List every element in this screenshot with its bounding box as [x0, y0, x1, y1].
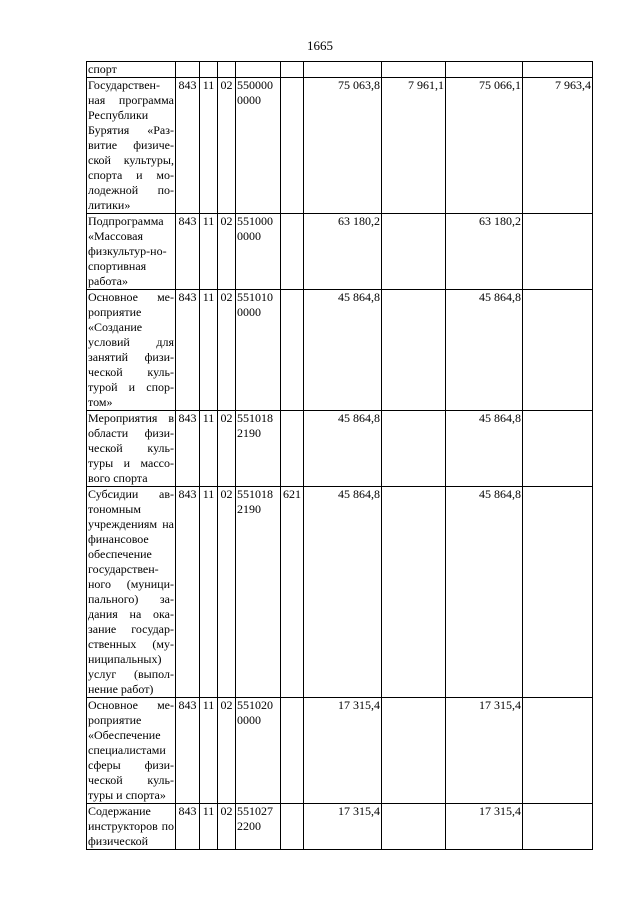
page-number: 1665 — [307, 38, 333, 53]
table-row — [87, 804, 593, 850]
pr-cell — [218, 62, 236, 78]
rz-cell: 11 — [200, 78, 218, 214]
value-3-cell: 17 315,4 — [446, 804, 523, 850]
table-row — [87, 78, 593, 214]
table-row — [87, 698, 593, 804]
row-name: Государствен-ная программа Республики Бурятия «Раз-витие физиче-ской культуры, спорта и мо-лодежной по-литики» — [88, 78, 174, 212]
value-1-cell: 45 864,8 — [304, 290, 382, 411]
pr-cell: 02 — [218, 290, 236, 411]
csr-cell: 551020 0000 — [236, 698, 281, 804]
vr-cell — [281, 78, 304, 214]
table-row — [87, 411, 593, 487]
csr-cell: 551027 2200 — [236, 804, 281, 850]
ved-cell — [176, 62, 200, 78]
row-name: спорт — [87, 62, 176, 78]
budget-table — [86, 61, 593, 850]
vr-cell — [281, 411, 304, 487]
rz-cell: 11 — [200, 487, 218, 698]
rz-cell — [200, 62, 218, 78]
value-4-cell: 7 963,4 — [523, 78, 593, 214]
value-2-cell: 7 961,1 — [382, 78, 446, 214]
value-2-cell — [382, 487, 446, 698]
pr-cell: 02 — [218, 214, 236, 290]
pr-cell: 02 — [218, 487, 236, 698]
csr-cell: 551018 2190 — [236, 411, 281, 487]
value-4-cell — [523, 804, 593, 850]
row-name: Содержание инструкторов по физической — [88, 804, 174, 848]
csr-cell: 551000 0000 — [236, 214, 281, 290]
value-3-cell: 75 066,1 — [446, 78, 523, 214]
vr-cell — [281, 804, 304, 850]
value-2-cell — [382, 290, 446, 411]
rz-cell: 11 — [200, 290, 218, 411]
value-4-cell — [523, 698, 593, 804]
ved-cell: 843 — [176, 78, 200, 214]
value-3-cell: 45 864,8 — [446, 487, 523, 698]
value-3-cell: 45 864,8 — [446, 411, 523, 487]
vr-cell: 621 — [281, 487, 304, 698]
value-4-cell — [523, 290, 593, 411]
rz-cell: 11 — [200, 804, 218, 850]
rz-cell: 11 — [200, 411, 218, 487]
ved-cell: 843 — [176, 290, 200, 411]
value-3-cell — [446, 62, 523, 78]
value-1-cell: 45 864,8 — [304, 487, 382, 698]
value-2-cell — [382, 214, 446, 290]
table-row — [87, 290, 593, 411]
row-name: Основное ме-роприятие «Обеспечение специалистами сферы физи-ческой куль-туры и спорта» — [88, 698, 174, 802]
pr-cell: 02 — [218, 411, 236, 487]
vr-cell — [281, 290, 304, 411]
ved-cell: 843 — [176, 698, 200, 804]
value-1-cell: 45 864,8 — [304, 411, 382, 487]
value-4-cell — [523, 62, 593, 78]
csr-cell: 551010 0000 — [236, 290, 281, 411]
value-1-cell: 17 315,4 — [304, 698, 382, 804]
ved-cell: 843 — [176, 214, 200, 290]
value-4-cell — [523, 214, 593, 290]
csr-cell: 550000 0000 — [236, 78, 281, 214]
table-row — [87, 487, 593, 698]
row-name: Мероприятия в области физи-ческой куль-туры и массо-вого спорта — [88, 411, 174, 485]
pr-cell: 02 — [218, 804, 236, 850]
vr-cell — [281, 698, 304, 804]
value-1-cell: 63 180,2 — [304, 214, 382, 290]
row-name: Субсидии ав-тономным учреждениям на финансовое обеспечение государствен-ного (муници-пального) за-дания на ока-зание государ-ственных (му-ниципальных) услуг (выпол-нение работ) — [88, 487, 174, 696]
value-3-cell: 45 864,8 — [446, 290, 523, 411]
row-name: Основное ме-роприятие «Создание условий для занятий физи-ческой куль-турой и спор-том» — [88, 290, 174, 409]
ved-cell: 843 — [176, 411, 200, 487]
value-3-cell: 63 180,2 — [446, 214, 523, 290]
rz-cell: 11 — [200, 214, 218, 290]
rz-cell: 11 — [200, 698, 218, 804]
ved-cell: 843 — [176, 804, 200, 850]
vr-cell — [281, 62, 304, 78]
value-1-cell — [304, 62, 382, 78]
ved-cell: 843 — [176, 487, 200, 698]
row-name: Подпрограмма «Массовая физкультур-но-спортивная работа» — [87, 214, 176, 290]
csr-cell: 551018 2190 — [236, 487, 281, 698]
csr-cell — [236, 62, 281, 78]
vr-cell — [281, 214, 304, 290]
pr-cell: 02 — [218, 78, 236, 214]
value-4-cell — [523, 487, 593, 698]
value-2-cell — [382, 62, 446, 78]
value-1-cell: 75 063,8 — [304, 78, 382, 214]
pr-cell: 02 — [218, 698, 236, 804]
value-2-cell — [382, 698, 446, 804]
value-2-cell — [382, 411, 446, 487]
value-2-cell — [382, 804, 446, 850]
table-row — [87, 62, 593, 78]
value-1-cell: 17 315,4 — [304, 804, 382, 850]
value-3-cell: 17 315,4 — [446, 698, 523, 804]
table-row — [87, 214, 593, 290]
value-4-cell — [523, 411, 593, 487]
